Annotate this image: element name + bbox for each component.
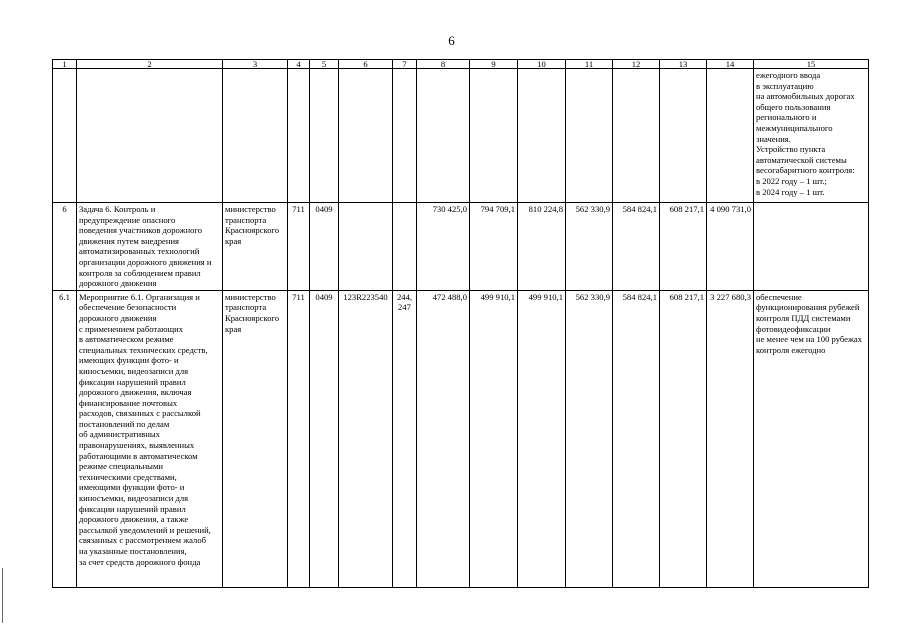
- table-cell: [613, 69, 660, 203]
- table-cell: [707, 69, 754, 203]
- header-cell: 8: [417, 60, 470, 69]
- header-cell: 1: [53, 60, 77, 69]
- header-cell: 7: [393, 60, 417, 69]
- table-cell: [660, 69, 707, 203]
- total-amount-cell: 3 227 680,3: [707, 290, 754, 587]
- amount-cell: 499 910,1: [470, 290, 518, 587]
- table-row-measure-6-1: [53, 290, 869, 587]
- amount-cell: 608 217,1: [660, 290, 707, 587]
- header-cell: 11: [566, 60, 613, 69]
- header-cell: 3: [223, 60, 288, 69]
- header-cell: 12: [613, 60, 660, 69]
- expense-type-code: [393, 203, 417, 291]
- amount-cell: 794 709,1: [470, 203, 518, 291]
- result-indicator-cell: обеспечение функционирования рубежей контроля ПДД системами фотовидеофиксации не менее чем на 100 рубежах контроля ежегодно: [754, 290, 869, 587]
- table-cell: [339, 69, 393, 203]
- responsible-org: министерство транспорта Красноярского края: [223, 203, 288, 291]
- scan-edge-line: [2, 568, 3, 623]
- result-indicator-cell: [754, 203, 869, 291]
- amount-cell: 562 330,9: [566, 203, 613, 291]
- task-name: Задача 6. Контроль и предупреждение опасного поведения участников дорожного движения путем внедрения автоматизированных технологий организации дорожного движения и контроля за соблюдением правил дорожного движения: [77, 203, 223, 291]
- header-cell: 4: [288, 60, 310, 69]
- target-item-code: 123R223540: [339, 290, 393, 587]
- header-cell: 14: [707, 60, 754, 69]
- header-cell: 6: [339, 60, 393, 69]
- amount-cell: 608 217,1: [660, 203, 707, 291]
- amount-cell: 499 910,1: [518, 290, 566, 587]
- amount-cell: 562 330,9: [566, 290, 613, 587]
- table-cell: [518, 69, 566, 203]
- table-row-task-6: [53, 203, 869, 291]
- table-cell: [393, 69, 417, 203]
- program-table: [52, 59, 869, 588]
- table-cell: [310, 69, 339, 203]
- amount-cell: 810 224,8: [518, 203, 566, 291]
- header-cell: 5: [310, 60, 339, 69]
- total-amount-cell: 4 090 731,0: [707, 203, 754, 291]
- header-cell: 15: [754, 60, 869, 69]
- amount-cell: 584 824,1: [613, 203, 660, 291]
- row-number: 6: [53, 203, 77, 291]
- table-cell: [417, 69, 470, 203]
- row-number: 6.1: [53, 290, 77, 587]
- page-number: 6: [448, 33, 455, 48]
- table-cell: [223, 69, 288, 203]
- table-cell: [566, 69, 613, 203]
- table-cell: [77, 69, 223, 203]
- table-cell: [470, 69, 518, 203]
- amount-cell: 730 425,0: [417, 203, 470, 291]
- table-cell: [288, 69, 310, 203]
- table-cell: [53, 69, 77, 203]
- expense-type-code: 244, 247: [393, 290, 417, 587]
- header-cell: 9: [470, 60, 518, 69]
- target-item-code: [339, 203, 393, 291]
- measure-name: Мероприятие 6.1. Организация и обеспечение безопасности дорожного движения с применением работающих в автоматическом режиме специальных технических средств, имеющих функции фото- и киносъемки, видеозаписи для фиксации нарушений правил дорожного движения, включая финансирование почтовых расходов, связанных с рассылкой постановлений по делам об административных правонарушениях, выявленных работающими в автоматическом режиме специальными техническими средствами, имеющими функции фото- и киносъемки, видеозаписи для фиксации нарушений правил дорожного движения, а также рассылкой уведомлений и решений, связанных с рассмотрением жалоб на указанные постановления, за счет средств дорожного фонда: [77, 290, 223, 587]
- section-code: 0409: [310, 203, 339, 291]
- header-cell: 13: [660, 60, 707, 69]
- responsible-org: министерство транспорта Красноярского края: [223, 290, 288, 587]
- section-code: 0409: [310, 290, 339, 587]
- result-indicator-cell: ежегодного ввода в эксплуатацию на автомобильных дорогах общего пользования регионального и межмуниципального значения. Устройство пункта автоматической системы весогабаритного контроля: в 2022 году – 1 шт.; в 2024 году – 1 шт.: [754, 69, 869, 203]
- grbs-code: 711: [288, 290, 310, 587]
- amount-cell: 472 488,0: [417, 290, 470, 587]
- header-row: [53, 60, 869, 69]
- amount-cell: 584 824,1: [613, 290, 660, 587]
- header-cell: 2: [77, 60, 223, 69]
- grbs-code: 711: [288, 203, 310, 291]
- table-row-continuation: [53, 69, 869, 203]
- header-cell: 10: [518, 60, 566, 69]
